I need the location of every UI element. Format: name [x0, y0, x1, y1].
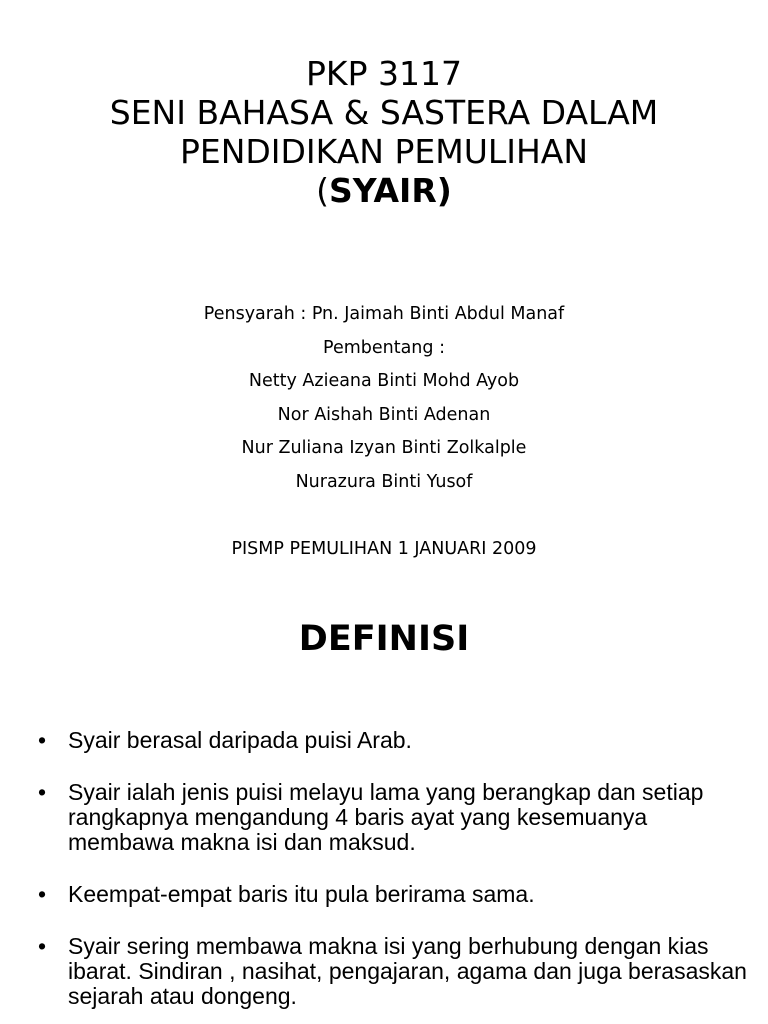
presenter-name: Netty Azieana Binti Mohd Ayob	[248, 371, 520, 392]
definition-text: Syair sering membawa makna isi yang berhubung dengan kias ibarat. Sindiran , nasihat, pengajaran, agama dan juga berasaskan sejarah atau dongeng.	[68, 933, 747, 1009]
course-name-line-1: SENI BAHASA & SASTERA DALAM	[109, 93, 659, 132]
bullet-icon: •	[38, 933, 47, 959]
definition-text: Syair ialah jenis puisi melayu lama yang berangkap dan setiap rangkapnya mengandung 4 baris ayat yang kesemuanya membawa makna isi dan maksud.	[68, 779, 704, 855]
topic-open-paren: (	[316, 171, 330, 210]
bullet-icon: •	[38, 779, 47, 805]
definition-list	[36, 728, 748, 1024]
topic-line	[0, 171, 768, 210]
presenter-name: Nurazura Binti Yusof	[295, 471, 473, 492]
course-cohort-line: PISMP PEMULIHAN 1 JANUARI 2009	[231, 538, 537, 559]
topic-name: SYAIR)	[329, 171, 452, 210]
presenters-label: Pembentang :	[323, 337, 445, 358]
definition-text: Keempat-empat baris itu pula berirama sama.	[68, 881, 535, 907]
definition-item	[36, 728, 748, 753]
definition-item	[36, 882, 748, 907]
lecturer-line: Pensyarah : Pn. Jaimah Binti Abdul Manaf	[203, 304, 565, 324]
definition-item	[36, 934, 748, 1009]
course-code: PKP 3117	[306, 54, 462, 93]
slide-subtitle	[0, 298, 768, 566]
definition-item	[36, 780, 748, 855]
bullet-icon: •	[38, 727, 47, 753]
bullet-icon: •	[38, 881, 47, 907]
definition-heading: DEFINISI	[298, 619, 470, 659]
course-name-line-2: PENDIDIKAN PEMULIHAN	[179, 132, 589, 171]
slide-title	[0, 54, 768, 210]
presenter-name: Nor Aishah Binti Adenan	[277, 404, 491, 425]
definition-text: Syair berasal daripada puisi Arab.	[68, 727, 412, 753]
presenter-name: Nur Zuliana Izyan Binti Zolkalple	[241, 438, 527, 459]
definition-slide	[0, 600, 768, 1024]
